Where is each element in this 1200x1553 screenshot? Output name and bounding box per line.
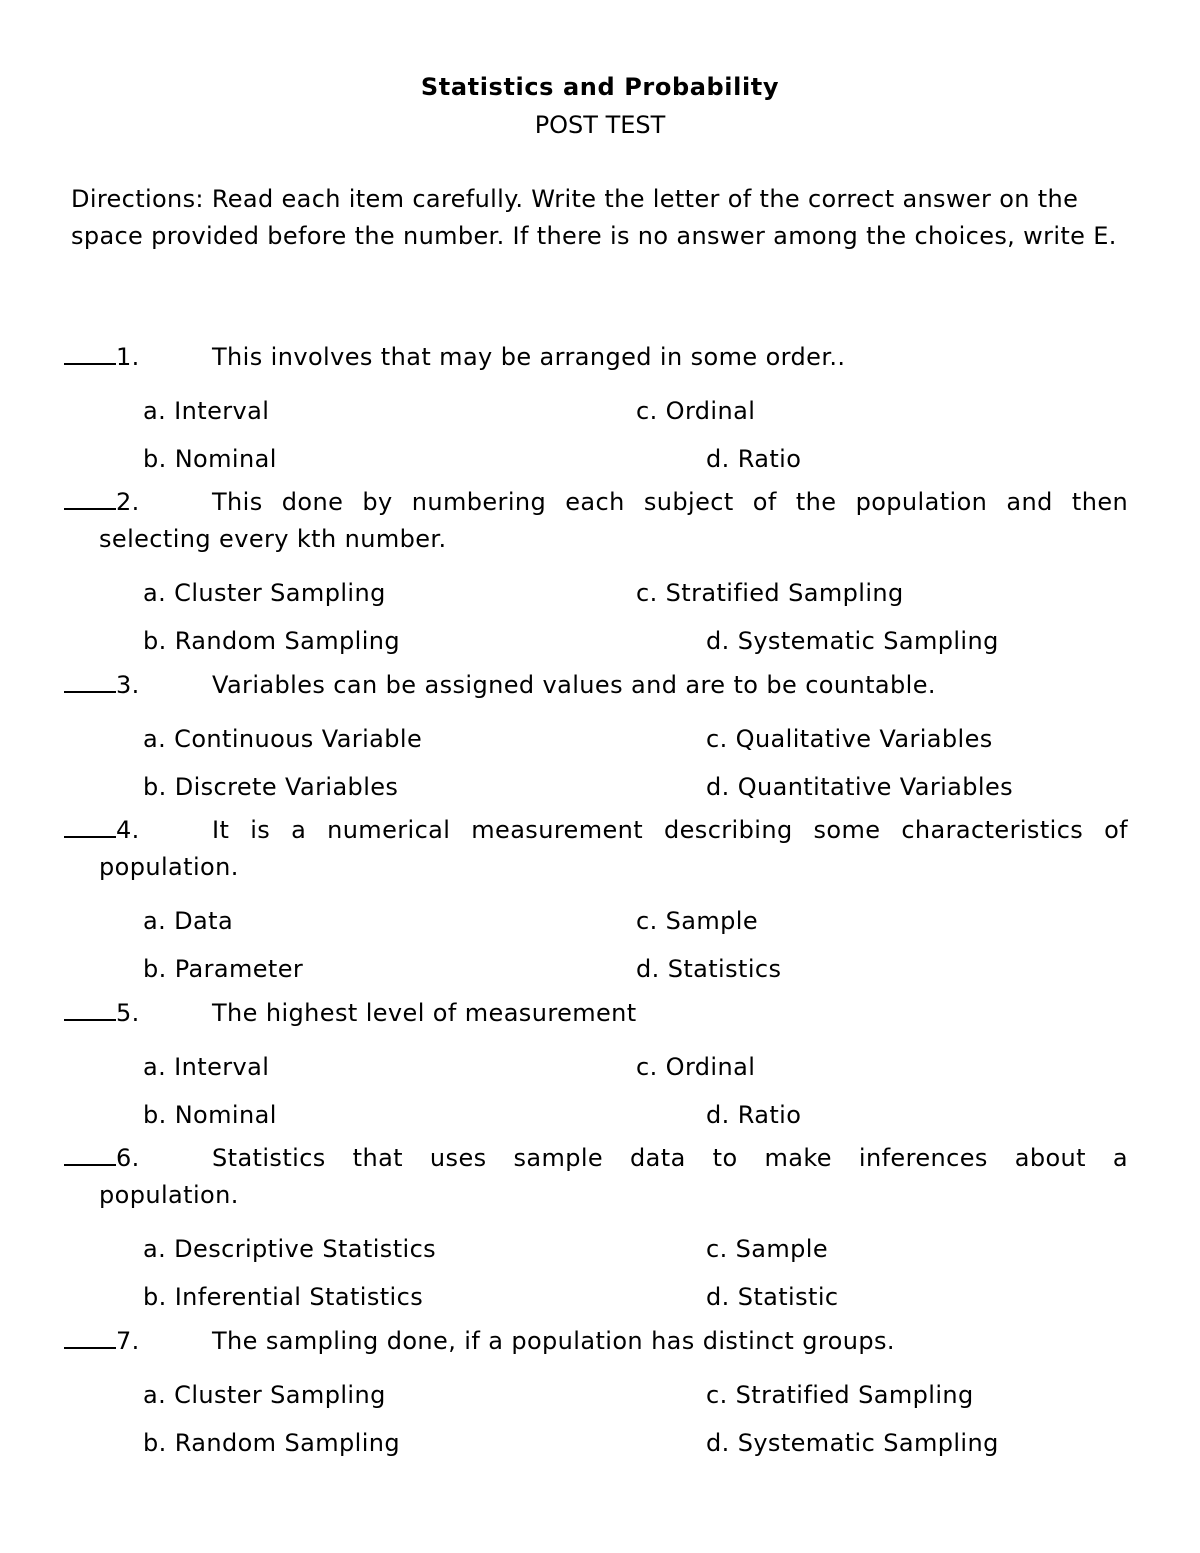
question-stem-row (64, 1140, 1128, 1177)
choice-row (0, 387, 1200, 435)
choice-row (0, 1225, 1200, 1273)
choice-row (0, 1091, 1200, 1139)
question-list (0, 339, 1200, 1468)
choice-row (0, 1371, 1200, 1419)
question-7 (0, 1323, 1200, 1468)
choice-a: a. Interval (143, 1053, 270, 1081)
question-stem: The highest level of measurement (212, 999, 637, 1027)
choice-d: d. Systematic Sampling (706, 1429, 999, 1457)
question-stem-row (64, 667, 1128, 704)
question-6 (0, 1140, 1200, 1323)
choice-row (0, 1043, 1200, 1091)
choice-d: d. Ratio (706, 1101, 802, 1129)
question-2 (0, 484, 1200, 667)
answer-blank[interactable] (64, 997, 116, 1021)
question-number: 3. (116, 671, 140, 699)
choice-b: b. Random Sampling (143, 627, 401, 655)
choice-c: c. Qualitative Variables (706, 725, 993, 753)
choice-c: c. Sample (636, 907, 759, 935)
question-stem-continued: selecting every kth number. (99, 525, 447, 553)
question-3 (0, 667, 1200, 812)
answer-blank[interactable] (64, 669, 116, 693)
choice-row (0, 1273, 1200, 1321)
choice-b: b. Nominal (143, 1101, 277, 1129)
choice-b: b. Discrete Variables (143, 773, 399, 801)
choice-c: c. Stratified Sampling (636, 579, 904, 607)
question-5 (0, 995, 1200, 1140)
choice-row (0, 715, 1200, 763)
choice-a: a. Cluster Sampling (143, 579, 386, 607)
choice-b: b. Parameter (143, 955, 304, 983)
choice-a: a. Interval (143, 397, 270, 425)
answer-blank[interactable] (64, 814, 116, 838)
choice-row (0, 897, 1200, 945)
question-stem-row (64, 812, 1128, 849)
question-number: 2. (116, 488, 140, 516)
question-number: 7. (116, 1327, 140, 1355)
answer-blank[interactable] (64, 1142, 116, 1166)
choice-a: a. Data (143, 907, 234, 935)
choice-d: d. Statistic (706, 1283, 839, 1311)
answer-blank[interactable] (64, 341, 116, 365)
choice-c: c. Sample (706, 1235, 829, 1263)
document-subtitle: POST TEST (534, 111, 666, 139)
choice-a: a. Cluster Sampling (143, 1381, 386, 1409)
choice-a: a. Continuous Variable (143, 725, 423, 753)
question-stem: This involves that may be arranged in some order.. (212, 343, 846, 371)
choice-c: c. Stratified Sampling (706, 1381, 974, 1409)
choice-row (0, 1419, 1200, 1467)
choice-row (0, 617, 1200, 665)
choice-row (0, 945, 1200, 993)
choice-c: c. Ordinal (636, 1053, 756, 1081)
choice-a: a. Descriptive Statistics (143, 1235, 437, 1263)
document-title: Statistics and Probability (420, 73, 780, 101)
choice-b: b. Inferential Statistics (143, 1283, 424, 1311)
question-stem-row (64, 484, 1128, 521)
directions-paragraph: Directions: Read each item carefully. Write the letter of the correct answer on the space provided before the number. If there is no answer among the choices, write E. (71, 185, 1117, 250)
answer-blank[interactable] (64, 486, 116, 510)
question-stem-row (64, 1323, 1128, 1360)
question-stem: This done by numbering each subject of the population and then (212, 488, 1129, 516)
question-number: 6. (116, 1144, 140, 1172)
choice-row (0, 569, 1200, 617)
question-stem: The sampling done, if a population has distinct groups. (212, 1327, 895, 1355)
choice-d: d. Systematic Sampling (706, 627, 999, 655)
choice-d: d. Quantitative Variables (706, 773, 1014, 801)
answer-blank[interactable] (64, 1325, 116, 1349)
choice-row (0, 435, 1200, 483)
question-1 (0, 339, 1200, 484)
question-stem: Statistics that uses sample data to make inferences about a (212, 1144, 1128, 1172)
choice-b: b. Random Sampling (143, 1429, 401, 1457)
question-stem-continued: population. (99, 1181, 239, 1209)
choice-d: d. Statistics (636, 955, 782, 983)
question-4 (0, 812, 1200, 995)
question-stem-continued: population. (99, 853, 239, 881)
question-stem: Variables can be assigned values and are to be countable. (212, 671, 936, 699)
question-number: 4. (116, 816, 140, 844)
question-number: 5. (116, 999, 140, 1027)
choice-d: d. Ratio (706, 445, 802, 473)
question-stem: It is a numerical measurement describing some characteristics of (212, 816, 1129, 844)
question-stem-row (64, 995, 1128, 1032)
choice-b: b. Nominal (143, 445, 277, 473)
question-number: 1. (116, 343, 140, 371)
question-stem-row (64, 339, 1128, 376)
choice-c: c. Ordinal (636, 397, 756, 425)
choice-row (0, 763, 1200, 811)
